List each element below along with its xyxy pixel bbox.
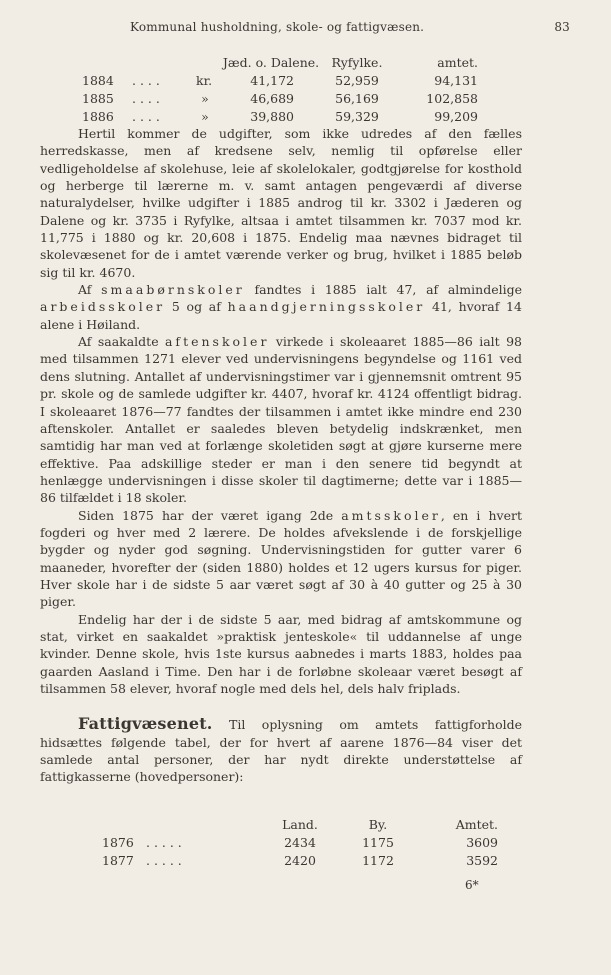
table-header-row — [102, 815, 498, 833]
leader-dots: . . . . . — [146, 852, 182, 868]
text-run: 41, hvoraf 14 alene i Høiland. — [40, 299, 522, 332]
text-run: fandtes i 1885 ialt 47, af almindelige — [254, 282, 522, 298]
value-cell: 2420 — [284, 852, 316, 868]
value-cell: 2434 — [284, 834, 316, 850]
text-run: , en i hvert fogderi og hver med 2 lærere. De holdes afvekslende i de forskjellige bygder og nyder god søgning. Undervisningstiden for gutter varer 6 maaneder, hvorefter der (siden 1880) holdes et 12 ugers kursus for piger. Hver skole har i de sidste 5 aar været søgt af 30 à 40 gutter og 25 à 30 piger. — [40, 507, 522, 610]
year-cell: 1877 — [102, 852, 134, 868]
value-cell: 102,858 — [426, 90, 478, 106]
value-cell: 39,880 — [250, 108, 294, 124]
unit-cell: kr. — [196, 72, 213, 88]
paragraph — [40, 281, 522, 333]
value-cell: 1175 — [362, 834, 394, 850]
section-heading: Fattigvæsenet. — [78, 714, 213, 734]
year-cell: 1886 — [82, 108, 114, 124]
unit-cell: » — [201, 108, 209, 124]
value-cell: 46,689 — [250, 90, 294, 106]
column-header: Ryfylke. — [331, 54, 383, 70]
signature-mark: 6* — [465, 878, 479, 892]
year-cell: 1885 — [82, 90, 114, 106]
column-header: Amtet. — [455, 816, 498, 832]
year-cell: 1884 — [82, 72, 114, 88]
column-header: By. — [368, 816, 388, 832]
value-cell: 1172 — [362, 852, 394, 868]
value-cell: 94,131 — [434, 72, 478, 88]
page-number: 83 — [554, 20, 570, 34]
unit-cell: » — [201, 90, 209, 106]
emphasized-term: amtsskoler — [341, 507, 441, 523]
header-title: Kommunal husholdning, skole- og fattigvæsen. — [130, 20, 425, 34]
text-run: Til oplysning om amtets fattigforholde hidsættes følgende tabel, der for hvert af aarene 1876—84 viser det samlede antal personer, der har nydt direkte understøttelse af fattigkasserne (hovedpersoner): — [40, 717, 522, 785]
table-row — [102, 833, 498, 851]
text-run: Af — [78, 282, 92, 298]
paragraph — [40, 715, 522, 785]
paragraph — [40, 507, 522, 611]
paragraph — [40, 333, 522, 506]
leader-dots: . . . . — [132, 72, 160, 88]
leader-dots: . . . . — [132, 90, 160, 106]
emphasized-term: arbeidsskoler — [40, 299, 166, 315]
emphasized-term: haandgjerningsskoler — [227, 299, 426, 315]
year-cell: 1876 — [102, 834, 134, 850]
table-header-row — [82, 53, 478, 71]
table-row — [82, 71, 478, 89]
column-header: Jæd. o. Dalene. — [222, 54, 320, 70]
school-expense-table — [82, 53, 478, 125]
poor-relief-table — [102, 815, 498, 869]
value-cell: 99,209 — [434, 108, 478, 124]
text-run: 5 og af — [171, 299, 221, 315]
value-cell: 56,169 — [335, 90, 379, 106]
leader-dots: . . . . — [132, 108, 160, 124]
emphasized-term: aftenskoler — [164, 334, 270, 350]
table-row — [82, 107, 478, 125]
value-cell: 41,172 — [250, 72, 294, 88]
paragraph: Hertil kommer de udgifter, som ikke udredes af den fælles herredskasse, men af kredsene selv, nemlig til opførelse eller vedligeholdelse af skolehuse, leie af skolelokaler, godtgjørelse for kosthold og herberge til lærerne m. v. samt antagen pengeværdi af diverse naturalydelser, hvilke udgifter i 1885 androg til kr. 3302 i Jæderen og Dalene og kr. 3735 i Ryfylke, altsaa i amtet tilsammen kr. 7037 mod kr. 11,775 i 1880 og kr. 20,608 i 1875. Endelig maa nævnes bidraget til skolevæsenet for de i amtet værende verker og brug, hvilket i 1885 beløb sig til kr. 4670. — [40, 126, 522, 280]
column-header: Land. — [282, 816, 318, 832]
column-header: amtet. — [437, 54, 478, 70]
value-cell: 59,329 — [335, 108, 379, 124]
paragraph: Endelig har der i de sidste 5 aar, med bidrag af amtskommune og stat, virket en saakaldet »praktisk jenteskole« til uddannelse af unge kvinder. Denne skole, hvis 1ste kursus aabnedes i marts 1883, holdes paa gaarden Aasland i Time. Den har i de forløbne skoleaar været besøgt af tilsammen 58 elever, hvoraf nogle med dels hel, dels halv friplads. — [40, 611, 522, 696]
emphasized-term: smaabørnskoler — [101, 282, 245, 298]
body-text — [40, 125, 522, 786]
text-run: virkede i skoleaaret 1885—86 ialt 98 med tilsammen 1271 elever ved undervisningens begyndelse og 1161 ved dens slutning. Antallet af undervisningstimer var i gjennemsnit omtrent 95 pr. skole og de samlede udgifter kr. 4407, hvoraf kr. 4124 offentligt bidrag. I skoleaaret 1876—77 fandtes der tilsammen i amtet ikke mindre end 230 aftenskoler. Antallet er saaledes bleven betydelig indskrænket, men samtidig har man ved at forlænge skoletiden søgt at gjøre kurserne mere effektive. Paa adskillige steder er man i den senere tid begyndt at henlægge undervisningen i disse skoler til dagtimerne; dette var i 1885—86 tilfældet i 18 skoler. — [40, 334, 522, 506]
value-cell: 3609 — [466, 834, 498, 850]
value-cell: 52,959 — [335, 72, 379, 88]
value-cell: 3592 — [466, 852, 498, 868]
text-run: Siden 1875 har der været igang 2de — [78, 507, 334, 523]
table-row — [82, 89, 478, 107]
leader-dots: . . . . . — [146, 834, 182, 850]
table-row — [102, 851, 498, 869]
text-run: Af saakaldte — [78, 334, 159, 350]
